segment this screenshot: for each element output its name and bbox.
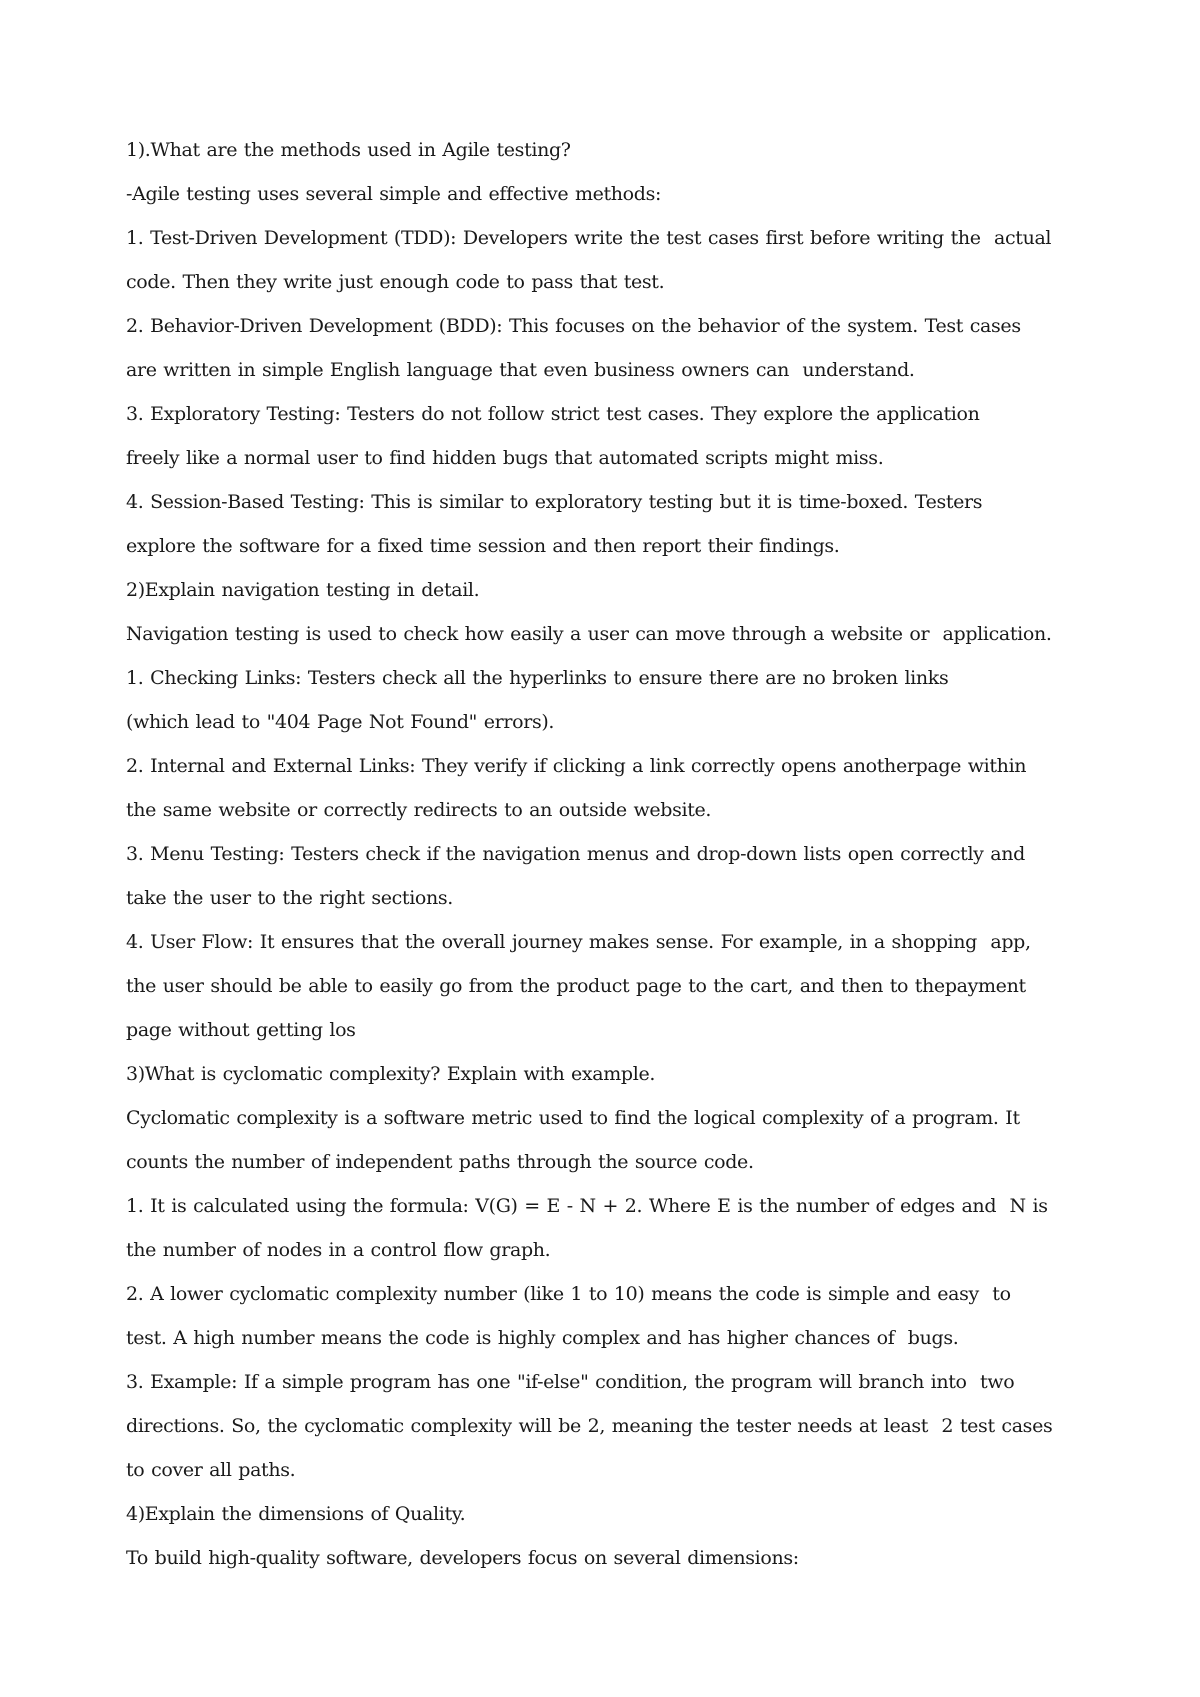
paragraph-line: explore the software for a fixed time session and then report their findings.	[126, 535, 840, 557]
paragraph-line: 3. Exploratory Testing: Testers do not follow strict test cases. They explore the application	[126, 403, 980, 425]
paragraph-line: are written in simple English language that even business owners can understand.	[126, 359, 915, 381]
paragraph-line: directions. So, the cyclomatic complexity will be 2, meaning the tester needs at least 2 test cases	[126, 1415, 1053, 1437]
paragraph-line: 1. Checking Links: Testers check all the hyperlinks to ensure there are no broken links	[126, 667, 949, 689]
paragraph-line: page without getting los	[126, 1019, 356, 1041]
paragraph-line: 2. Internal and External Links: They verify if clicking a link correctly opens anotherpage within	[126, 755, 1027, 777]
paragraph-line: freely like a normal user to find hidden bugs that automated scripts might miss.	[126, 447, 884, 469]
paragraph-line: Cyclomatic complexity is a software metric used to find the logical complexity of a program. It	[126, 1107, 1020, 1129]
paragraph-line: 4. User Flow: It ensures that the overall journey makes sense. For example, in a shopping app,	[126, 931, 1031, 953]
paragraph-line: (which lead to "404 Page Not Found" errors).	[126, 711, 555, 733]
question-2-heading: 2)Explain navigation testing in detail.	[126, 579, 480, 601]
paragraph-line: 1. It is calculated using the formula: V(G) = E - N + 2. Where E is the number of edges and N is	[126, 1195, 1048, 1217]
paragraph-line: 2. A lower cyclomatic complexity number (like 1 to 10) means the code is simple and easy to	[126, 1283, 1011, 1305]
paragraph-line: 3. Example: If a simple program has one "if-else" condition, the program will branch into two	[126, 1371, 1015, 1393]
question-1-heading: 1).What are the methods used in Agile testing?	[126, 139, 571, 161]
paragraph-line: the same website or correctly redirects to an outside website.	[126, 799, 712, 821]
paragraph-line: code. Then they write just enough code to pass that test.	[126, 271, 665, 293]
paragraph-line: To build high-quality software, developers focus on several dimensions:	[126, 1547, 799, 1569]
paragraph-line: counts the number of independent paths through the source code.	[126, 1151, 754, 1173]
document-body	[126, 128, 1106, 1580]
paragraph-line: test. A high number means the code is highly complex and has higher chances of bugs.	[126, 1327, 959, 1349]
paragraph-line: 4. Session-Based Testing: This is similar to exploratory testing but it is time-boxed. Testers	[126, 491, 983, 513]
paragraph-line: -Agile testing uses several simple and effective methods:	[126, 183, 662, 205]
question-4-heading: 4)Explain the dimensions of Quality.	[126, 1503, 466, 1525]
question-3-heading: 3)What is cyclomatic complexity? Explain with example.	[126, 1063, 656, 1085]
paragraph-line: 2. Behavior-Driven Development (BDD): This focuses on the behavior of the system. Test cases	[126, 315, 1021, 337]
paragraph-line: 3. Menu Testing: Testers check if the navigation menus and drop-down lists open correctly and	[126, 843, 1025, 865]
paragraph-line: the number of nodes in a control flow graph.	[126, 1239, 551, 1261]
paragraph-line: 1. Test-Driven Development (TDD): Developers write the test cases first before writing the actual	[126, 227, 1052, 249]
paragraph-line: Navigation testing is used to check how easily a user can move through a website or application.	[126, 623, 1052, 645]
paragraph-line: take the user to the right sections.	[126, 887, 453, 909]
paragraph-line: to cover all paths.	[126, 1459, 296, 1481]
paragraph-line: the user should be able to easily go from the product page to the cart, and then to thepayment	[126, 975, 1026, 997]
